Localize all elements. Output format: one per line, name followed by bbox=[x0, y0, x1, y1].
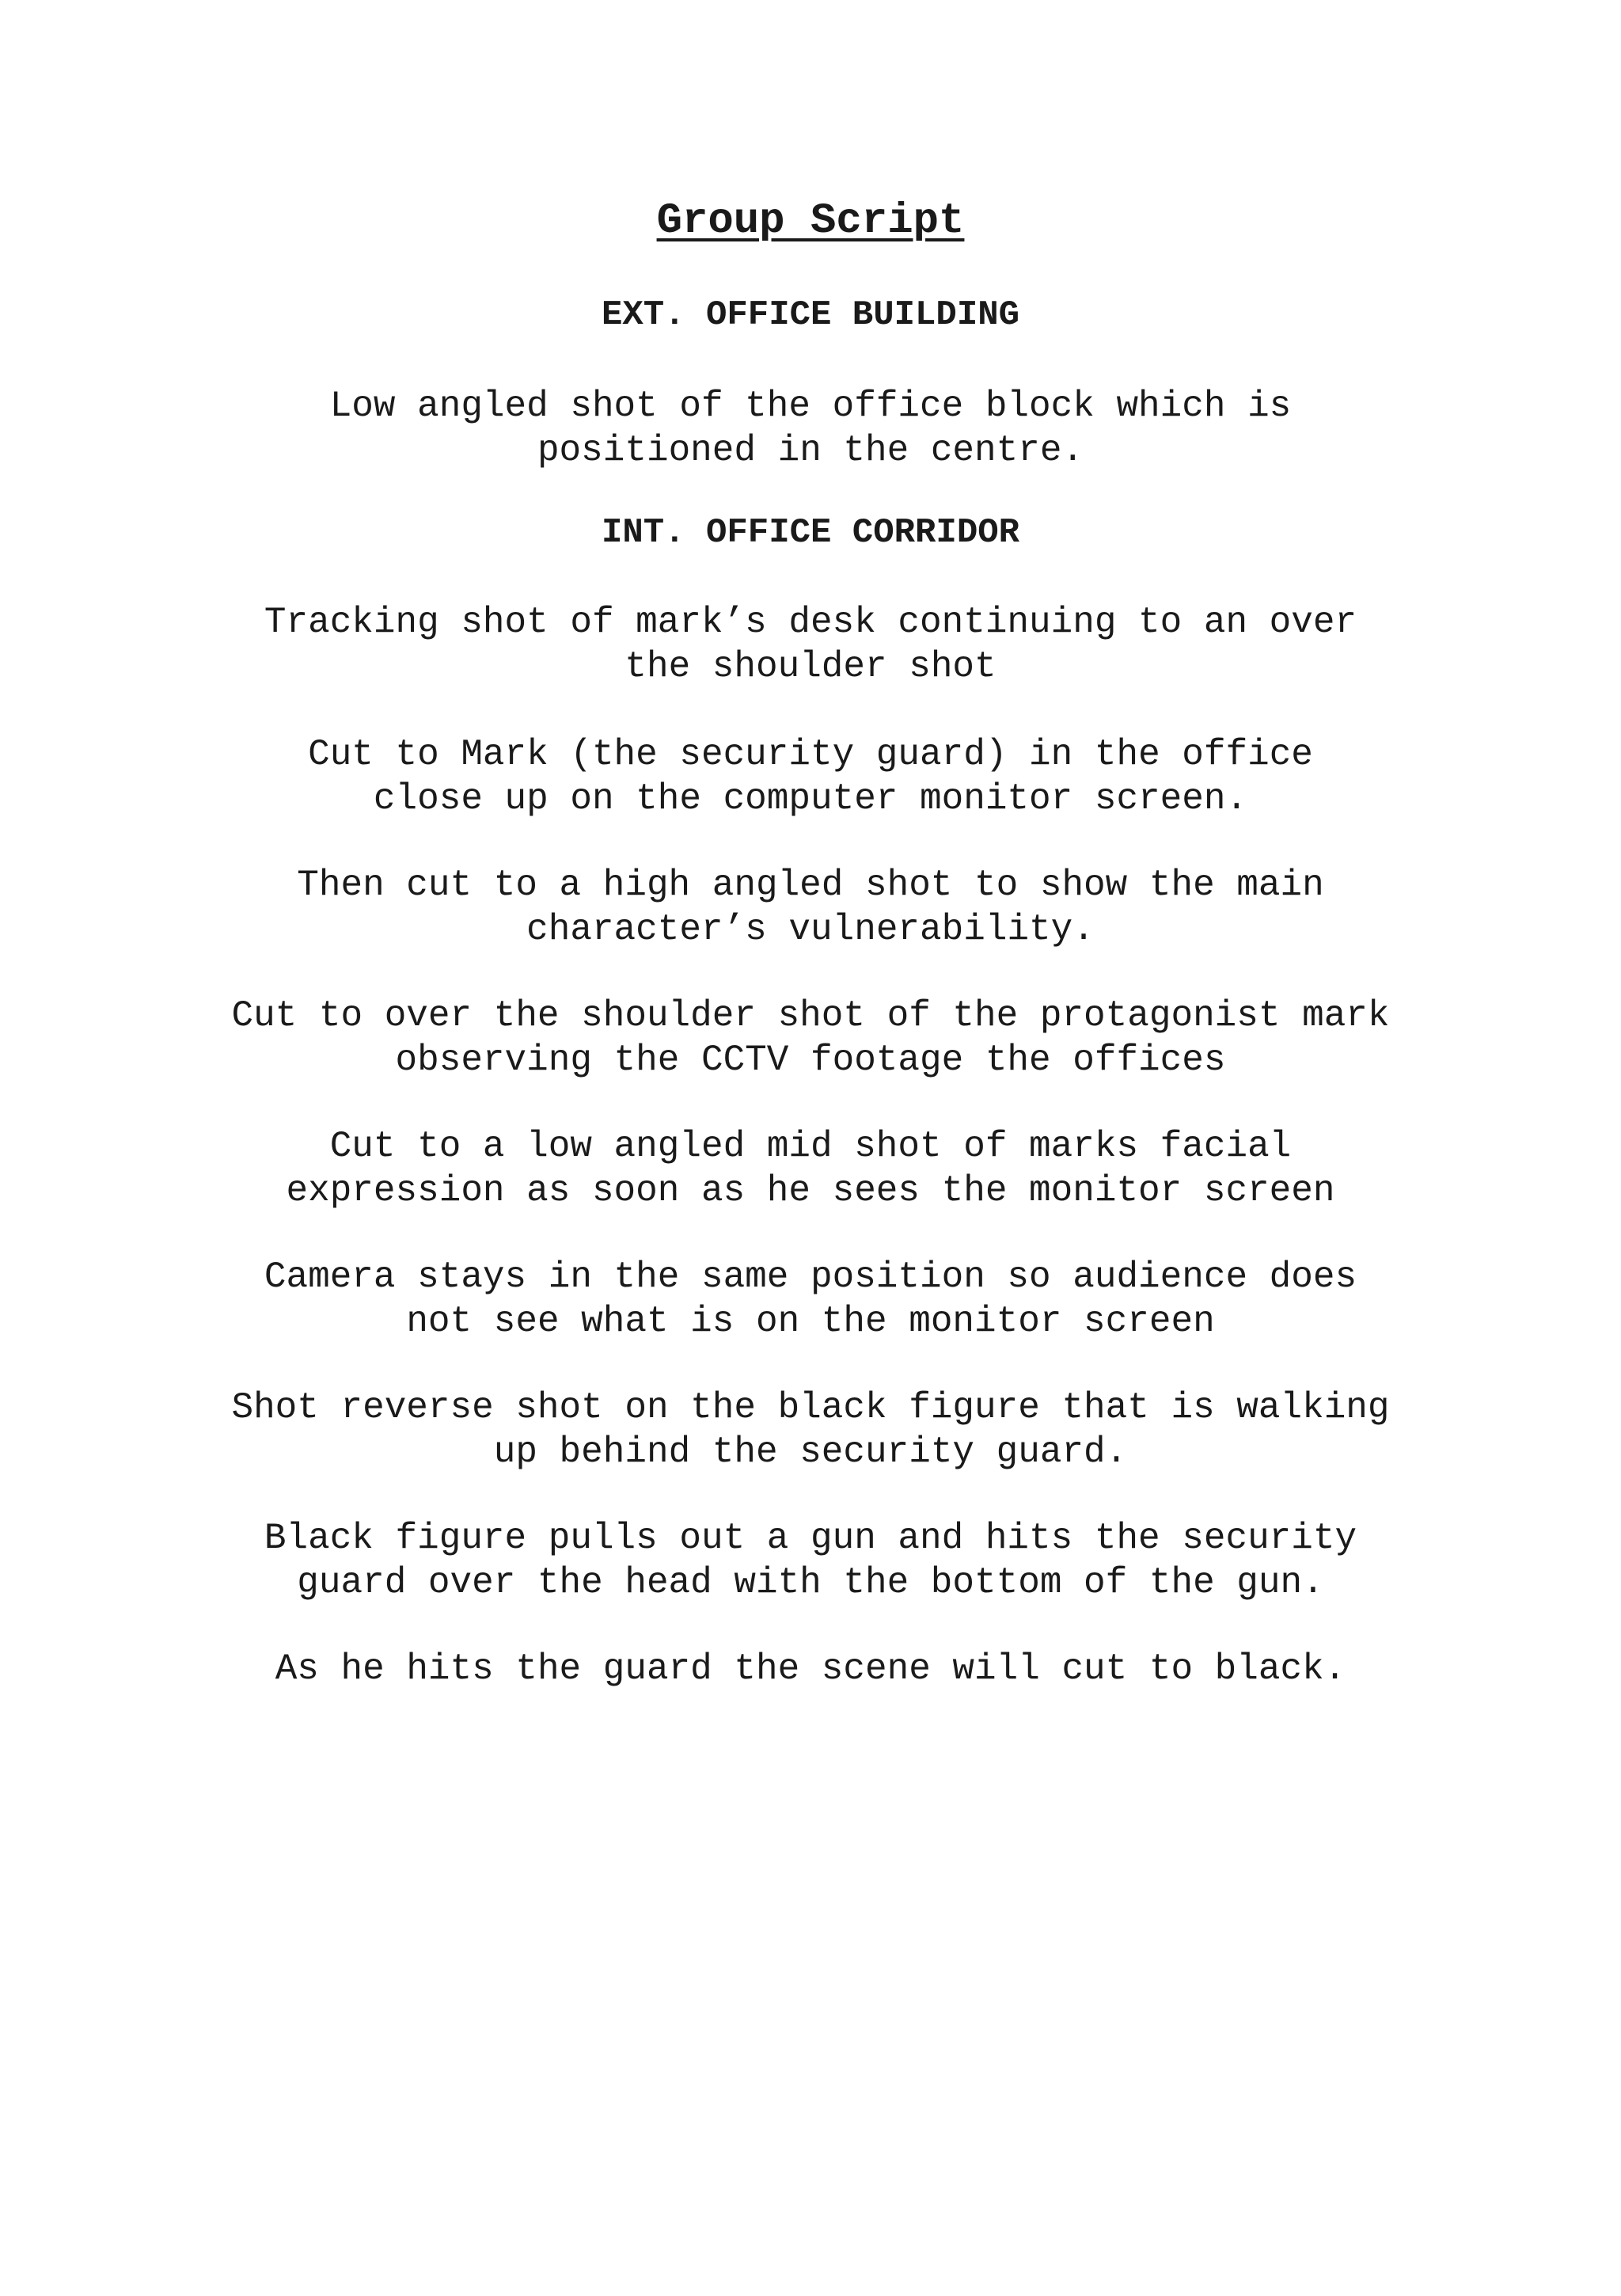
action-paragraph: Shot reverse shot on the black figure that is walking up behind the security guard. bbox=[231, 1387, 1390, 1473]
action-paragraph: Cut to a low angled mid shot of marks facial expression as soon as he sees the monitor screen bbox=[286, 1126, 1335, 1211]
action-paragraph: Tracking shot of mark’s desk continuing to an over the shoulder shot bbox=[264, 602, 1357, 687]
action-paragraph: Camera stays in the same position so audience does not see what is on the monitor screen bbox=[264, 1256, 1357, 1342]
action-paragraph: Black figure pulls out a gun and hits the security guard over the head with the bottom of the gun. bbox=[264, 1518, 1357, 1603]
action-paragraph: Cut to Mark (the security guard) in the office close up on the computer monitor screen. bbox=[308, 734, 1313, 819]
action-paragraph: Then cut to a high angled shot to show the main character’s vulnerability. bbox=[297, 865, 1324, 950]
document-title-text: Group Script bbox=[656, 197, 965, 245]
document-title bbox=[0, 194, 1621, 249]
action-paragraph: Cut to over the shoulder shot of the protagonist mark observing the CCTV footage the offices bbox=[231, 995, 1390, 1081]
scene-heading-ext-office-building: EXT. OFFICE BUILDING bbox=[601, 295, 1020, 335]
action-paragraph: Low angled shot of the office block which is positioned in the centre. bbox=[329, 386, 1292, 471]
action-paragraph: As he hits the guard the scene will cut to black. bbox=[275, 1648, 1346, 1690]
scene-heading-int-office-corridor: INT. OFFICE CORRIDOR bbox=[601, 513, 1020, 553]
